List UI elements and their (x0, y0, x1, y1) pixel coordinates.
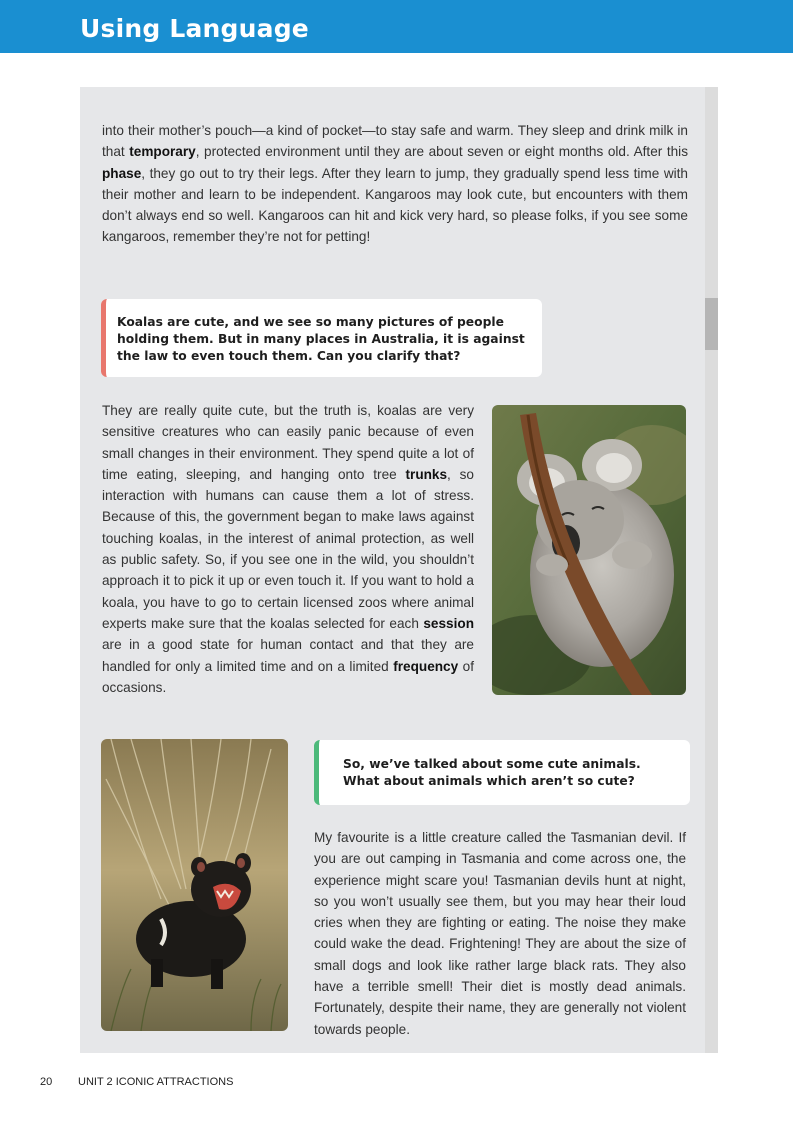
page-number: 20 (40, 1076, 53, 1088)
question-box-koalas (101, 299, 542, 377)
vocab-word: temporary (129, 144, 196, 160)
question-text-koalas: Koalas are cute, and we see so many pictures of people holding them. But in many places in Australia, it is against the law to even touch them. Can you clarify that? (117, 315, 525, 363)
page-title: Using Language (80, 14, 309, 43)
text-run: , so interaction with humans can cause them a lot of stress. Because of this, the government began to make laws against touching koalas, in the interest of animal protection, as well as public safety. So, if you see one in the wild, you shouldn’t approach it to pick it up or even touch it. If you want to hold a koala, you have to go to certain licensed zoos where animal experts make sure that the koalas selected for each (102, 466, 474, 631)
text-run: They are really quite cute, but the truth is, koalas are very sensitive creatures who can easily panic because of even small changes in their environment. They spend quite a lot of time eating, sleeping, and hanging onto tree (102, 403, 474, 482)
koala-photo (492, 405, 686, 695)
question-text-tasmanian-devil: So, we’ve talked about some cute animals. What about animals which aren’t so cute? (343, 757, 641, 788)
paragraph-tasmanian-devil (314, 827, 686, 1040)
vocab-word: phase (102, 165, 142, 181)
vocab-word: frequency (393, 658, 459, 674)
text-run: My favourite is a little creature called the Tasmanian devil. If you are out camping in Tasmania and come across one, the experience might scare you! Tasmanian devils hunt at night, so you won’t usually see them, but you may hear their loud cries when they are fighting or eating. The noise they make could wake the dead. Frightening! They are about the size of small dogs and look like rather large black rats. They also have a terrible smell! Their diet is mostly dead animals. Fortunately, despite their name, they are generally not violent towards people. (314, 830, 686, 1037)
question-box-tasmanian-devil (314, 740, 690, 805)
header-bar (0, 0, 793, 53)
paragraph-koalas (102, 400, 474, 698)
unit-label: UNIT 2 ICONIC ATTRACTIONS (78, 1076, 234, 1088)
scrollbar-thumb[interactable] (705, 298, 718, 350)
text-run: , they go out to try their legs. After they learn to jump, they gradually spend less time with their mother and learn to be independent. Kangaroos may look cute, but encounters with them don’t always end so well. Kangaroos can hit and kick very hard, so please folks, if you see some kangaroos, remember they’re not for petting! (102, 165, 688, 245)
text-run: of occasions. (102, 658, 474, 695)
koala-illustration (492, 405, 686, 695)
vocab-word: session (423, 615, 474, 631)
text-run: into their mother’s pouch—a kind of pocket—to stay safe and warm. They sleep and drink milk in that (102, 123, 688, 160)
vocab-word: trunks (405, 466, 448, 482)
tasmanian-devil-photo (101, 739, 288, 1031)
paragraph-kangaroos (102, 120, 688, 248)
text-run: , protected environment until they are about seven or eight months old. After this (195, 144, 688, 160)
tasmanian-devil-illustration (101, 739, 288, 1031)
scrollbar-track[interactable] (705, 87, 718, 1053)
text-run: are in a good state for human contact and that they are handled for only a limited time and on a limited (102, 637, 474, 674)
